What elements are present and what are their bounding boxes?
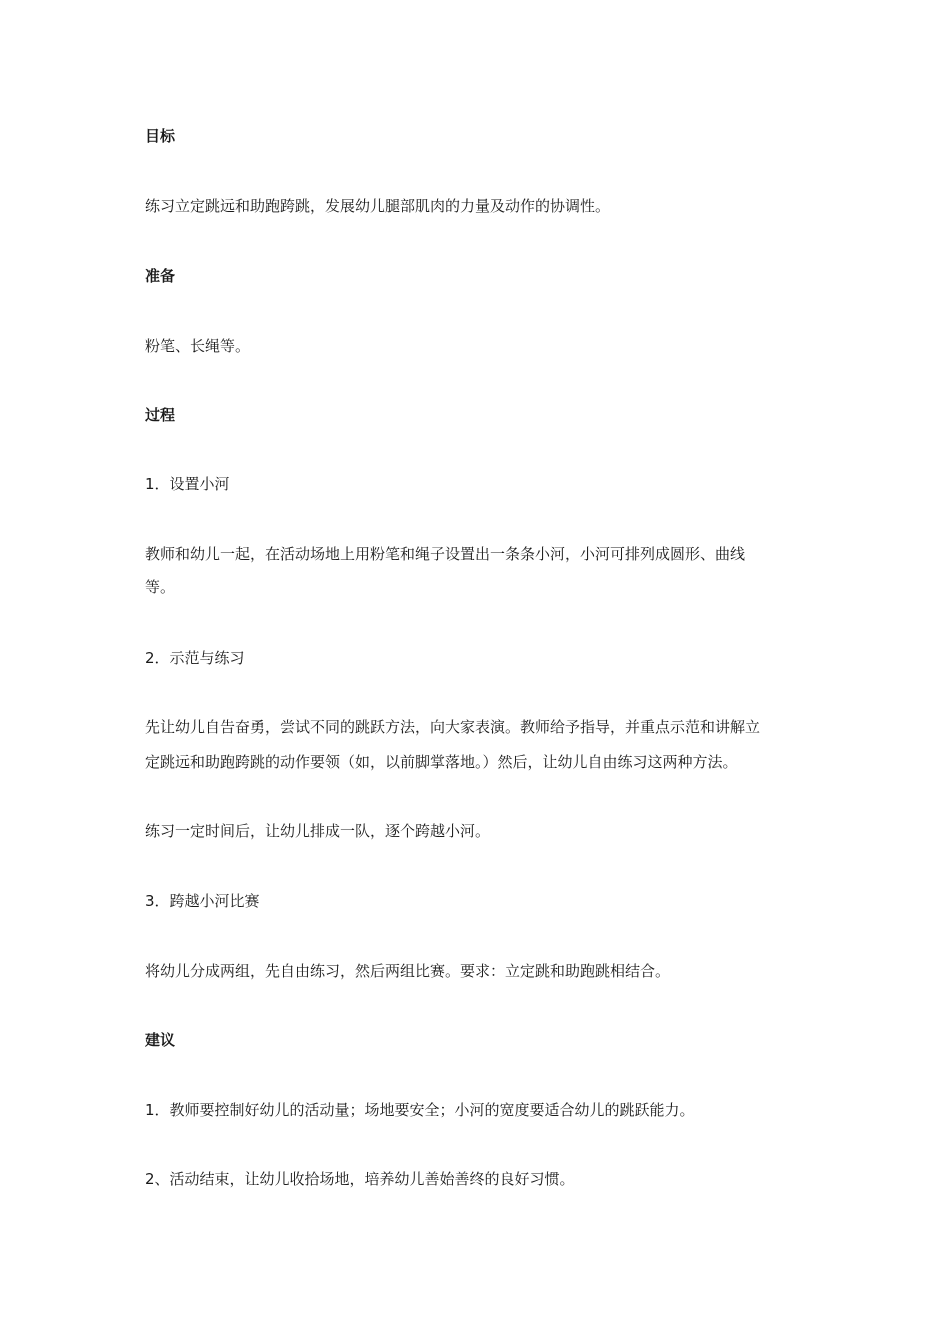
step3-title: 3．跨越小河比赛 — [145, 892, 260, 910]
suggestion-item1: 1．教师要控制好幼儿的活动量；场地要安全；小河的宽度要适合幼儿的跳跃能力。 — [145, 1101, 695, 1119]
heading-goal: 目标 — [145, 127, 176, 145]
step3-text: 将幼儿分成两组，先自由练习，然后两组比赛。要求：立定跳和助跑跳相结合。 — [145, 962, 671, 980]
step1-text-line2: 等。 — [145, 578, 176, 596]
suggestion-item2: 2、活动结束，让幼儿收拾场地，培养幼儿善始善终的良好习惯。 — [145, 1170, 575, 1188]
step2-text-line1: 先让幼儿自告奋勇，尝试不同的跳跃方法，向大家表演。教师给予指导，并重点示范和讲解立 — [145, 718, 761, 736]
step2-title: 2．示范与练习 — [145, 649, 245, 667]
heading-preparation: 准备 — [145, 267, 176, 285]
step2-text2: 练习一定时间后，让幼儿排成一队，逐个跨越小河。 — [145, 822, 491, 840]
heading-process: 过程 — [145, 406, 176, 424]
step2-text-line2: 定跳远和助跑跨跳的动作要领（如，以前脚掌落地。）然后，让幼儿自由练习这两种方法。 — [145, 753, 738, 771]
heading-suggestion: 建议 — [145, 1031, 176, 1049]
preparation-text: 粉笔、长绳等。 — [145, 337, 251, 355]
goal-text: 练习立定跳远和助跑跨跳，发展幼儿腿部肌肉的力量及动作的协调性。 — [145, 197, 611, 215]
step1-title: 1．设置小河 — [145, 475, 230, 493]
step1-text-line1: 教师和幼儿一起，在活动场地上用粉笔和绳子设置出一条条小河，小河可排列成圆形、曲线 — [145, 545, 746, 563]
